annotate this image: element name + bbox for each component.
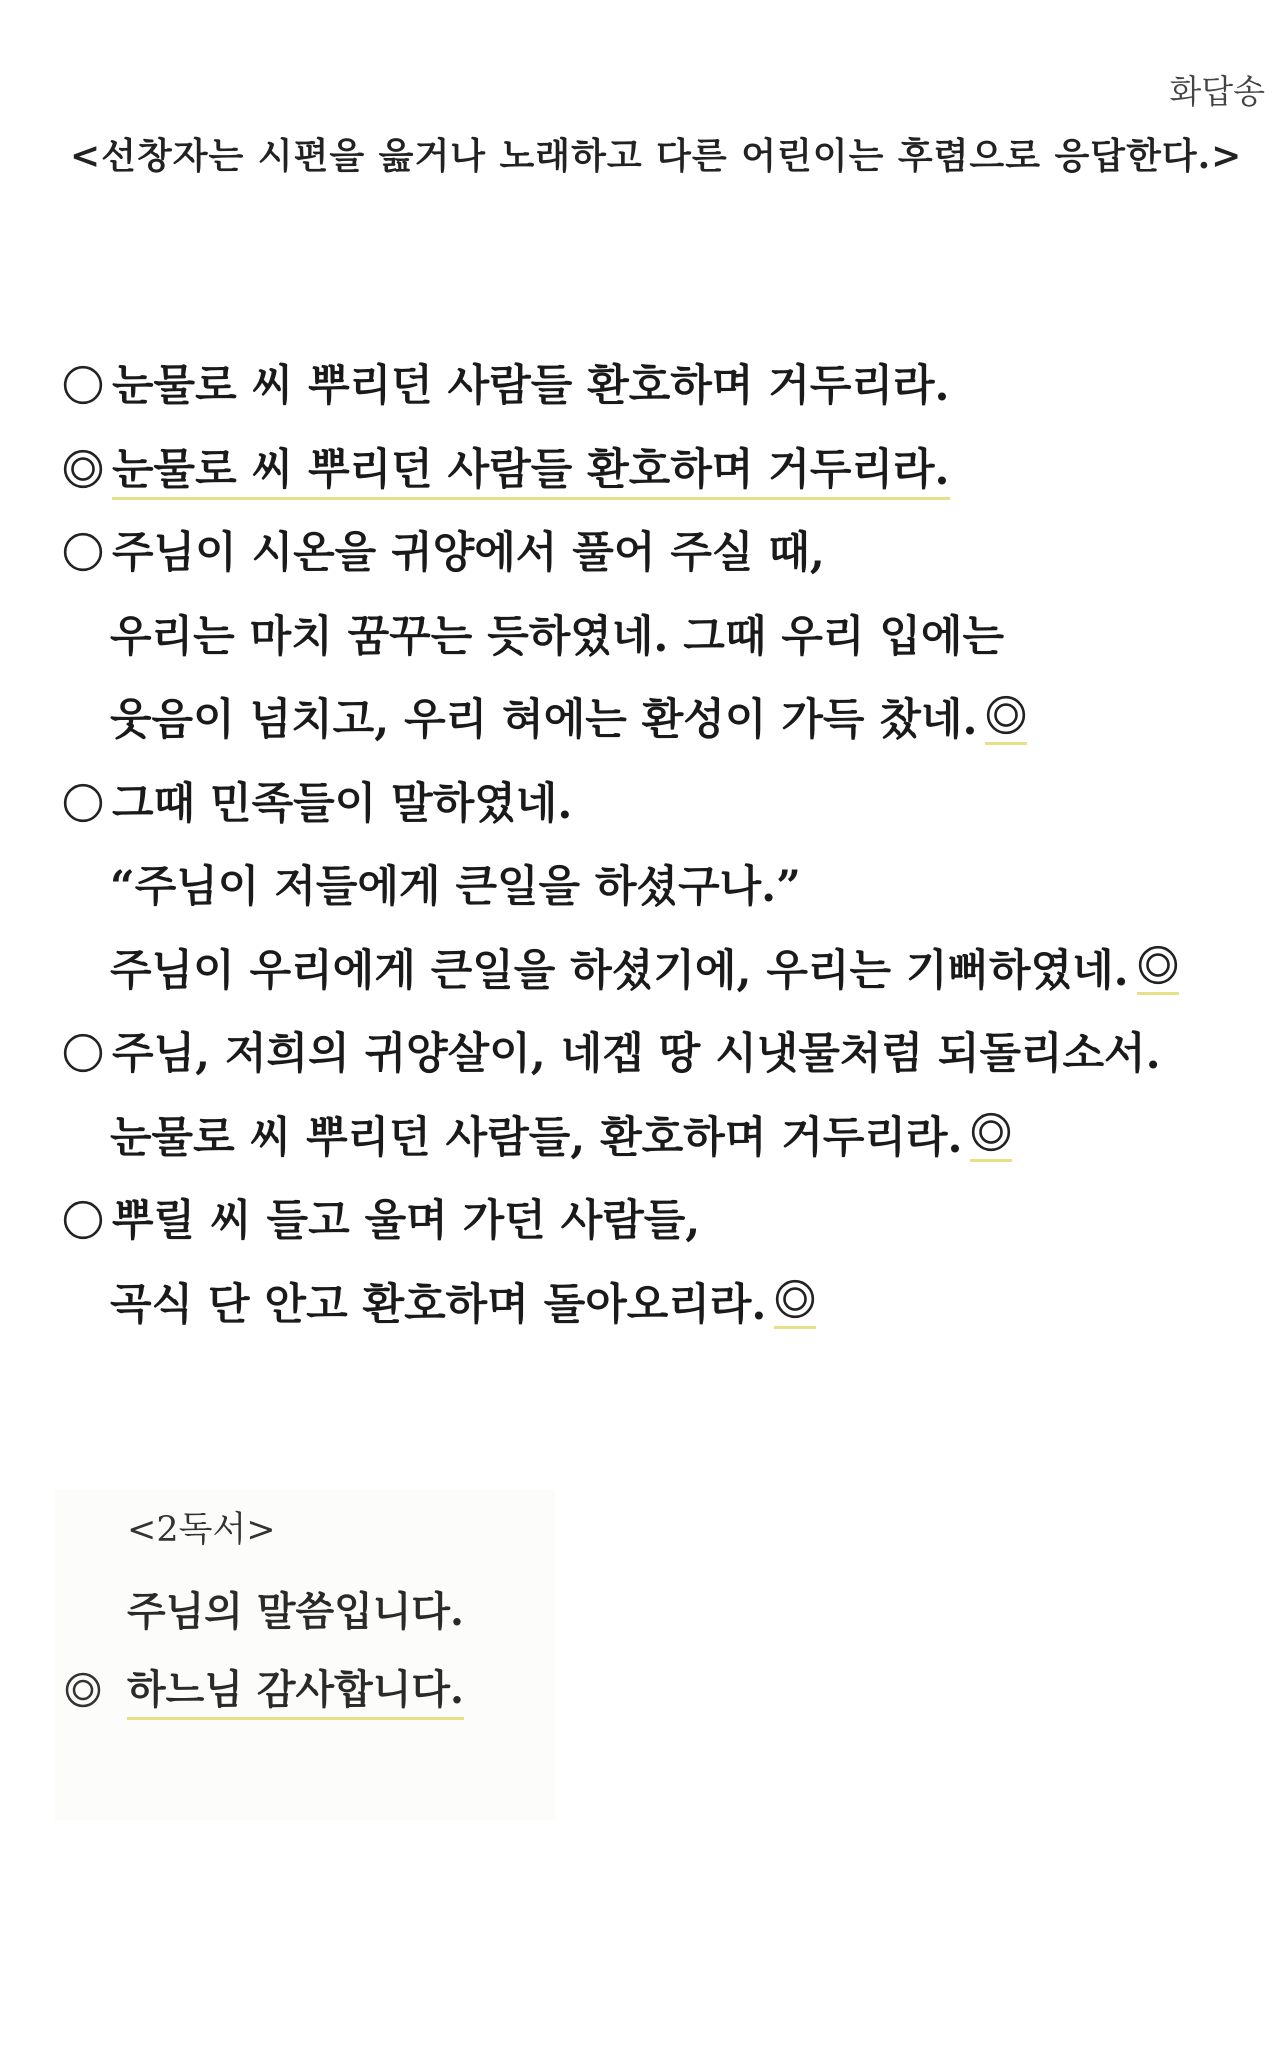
verse-text: 눈물로 씨 뿌리던 사람들, 환호하며 거두리라. bbox=[110, 1112, 963, 1163]
verse-line bbox=[62, 679, 1179, 763]
verse-line bbox=[62, 596, 1179, 680]
verse-text: 주님, 저희의 귀양살이, 네겝 땅 시냇물처럼 되돌리소서. bbox=[112, 1029, 1161, 1079]
verse-text: 주님이 시온을 귀양에서 풀어 주실 때, bbox=[112, 528, 825, 578]
verse-line bbox=[62, 512, 1179, 596]
response-double-circle-icon bbox=[774, 1278, 816, 1329]
response-double-circle-icon bbox=[970, 1111, 1012, 1162]
leader-circle-icon bbox=[62, 1199, 104, 1241]
response-double-circle-icon bbox=[63, 1670, 103, 1710]
reading-response-text: 하느님 감사합니다. bbox=[127, 1666, 464, 1720]
leader-circle-icon bbox=[62, 1032, 104, 1074]
verse-text: 웃음이 넘치고, 우리 혀에는 환성이 가득 찼네. bbox=[110, 695, 978, 745]
refrain-leader-line bbox=[62, 345, 1179, 429]
verse-text: 뿌릴 씨 들고 울며 가던 사람들, bbox=[112, 1196, 701, 1246]
verse-text: 우리는 마치 꿈꾸는 듯하였네. 그때 우리 입에는 bbox=[110, 611, 1005, 662]
verse-line bbox=[62, 763, 1179, 847]
refrain-response-text: 눈물로 씨 뿌리던 사람들 환호하며 거두리라. bbox=[112, 445, 950, 500]
instruction-text: <선창자는 시편을 읊거나 노래하고 다른 어린이는 후렴으로 응답한다.> bbox=[70, 135, 1243, 177]
reading-leader-line: 주님의 말씀입니다. bbox=[127, 1588, 464, 1635]
refrain-response-line bbox=[62, 429, 1179, 513]
verse-line bbox=[62, 1180, 1179, 1264]
verse-line bbox=[62, 1097, 1179, 1181]
verse-text: 주님이 우리에게 큰일을 하셨기에, 우리는 기뻐하였네. bbox=[110, 945, 1129, 996]
page-label: 화답송 bbox=[1169, 72, 1265, 111]
response-double-circle-icon bbox=[985, 694, 1027, 745]
response-double-circle-icon bbox=[62, 448, 104, 490]
verse-line bbox=[62, 930, 1179, 1014]
verse-text: “주님이 저들에게 큰일을 하셨구나.” bbox=[110, 862, 801, 912]
verse-line bbox=[62, 1013, 1179, 1097]
second-reading-block bbox=[55, 1490, 555, 1820]
leader-circle-icon bbox=[62, 531, 104, 573]
leader-circle-icon bbox=[62, 782, 104, 824]
verse-text: 그때 민족들이 말하였네. bbox=[112, 778, 573, 829]
reading-title: <2독서> bbox=[127, 1510, 276, 1550]
reading-response-line bbox=[127, 1658, 464, 1715]
psalm-response bbox=[62, 345, 1179, 1347]
verse-line bbox=[62, 846, 1179, 930]
response-double-circle-icon bbox=[1137, 944, 1179, 995]
refrain-leader-text: 눈물로 씨 뿌리던 사람들 환호하며 거두리라. bbox=[112, 361, 950, 411]
leader-circle-icon bbox=[62, 364, 104, 406]
verse-text: 곡식 단 안고 환호하며 돌아오리라. bbox=[110, 1279, 767, 1330]
verse-line bbox=[62, 1264, 1179, 1348]
